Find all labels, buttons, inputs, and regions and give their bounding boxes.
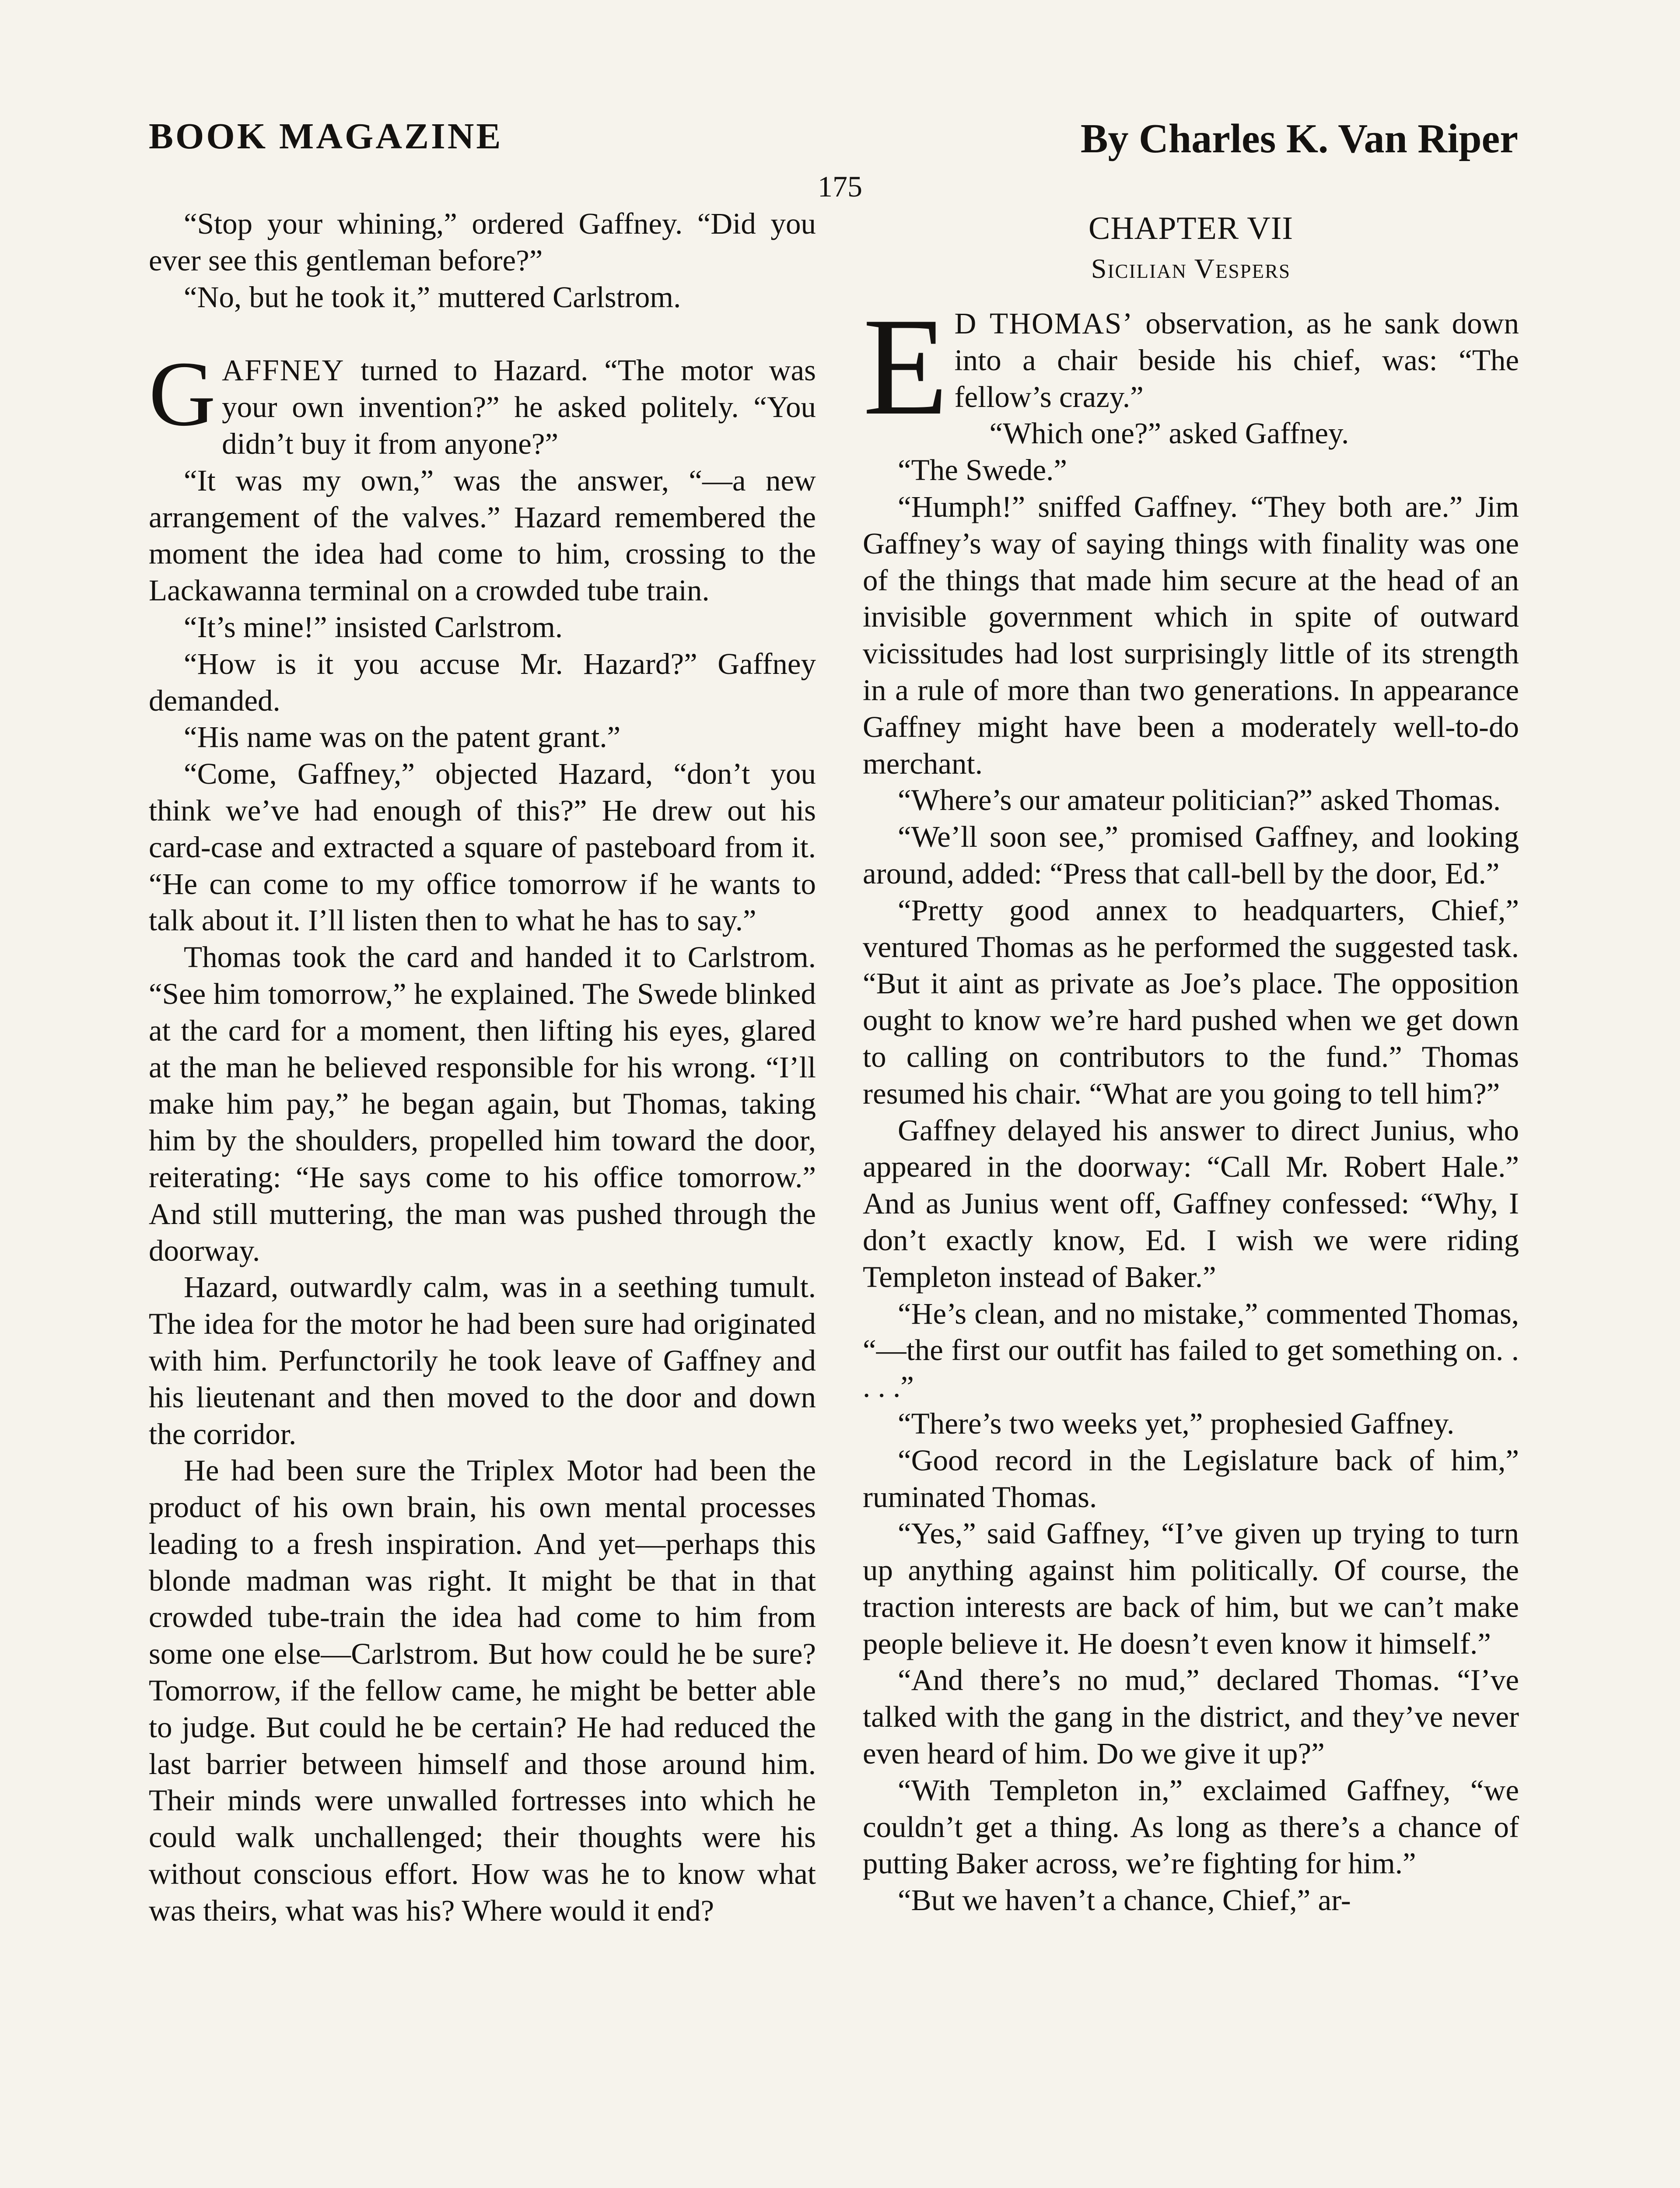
drop-cap: E — [863, 289, 948, 444]
paragraph: “With Templeton in,” exclaimed Gaffney, “we couldn’t get a thing. As long as there’s a chance of putting Baker across, we’re fighting for him.” — [863, 1773, 1519, 1880]
paragraph: He had been sure the Triplex Motor had been the product of his own brain, his own mental processes leading to a fresh inspiration. And yet—perhaps this blonde madman was right. It might be that in that crowded tube-train the idea had come to him from some one else—Carlstrom. But how could he be sure? Tomorrow, if the fellow came, he might be better able to judge. But could he be certain? He had reduced the last barrier between himself and those around him. Their minds were unwalled fortresses into which he could walk unchallenged; their thoughts were his without conscious effort. How was he to know what was theirs, what was his? Where would it end? — [149, 1454, 816, 1927]
paragraph: Thomas took the card and handed it to Carlstrom. “See him tomorrow,” he explained. The Swede blinked at the card for a moment, then lifting his eyes, glared at the man he believed responsible for his wrong. “I’ll make him pay,” he began again, but Thomas, taking him by the shoulders, propelled him toward the door, reiterating: “He says come to his office tomorrow.” And still muttering, the man was pushed through the doorway. — [149, 940, 816, 1267]
paragraph: “No, but he took it,” muttered Carlstrom. — [184, 280, 681, 314]
paragraph: “He’s clean, and no mistake,” commented Thomas, “—the first our outfit has failed to get something on. . . . .” — [863, 1297, 1519, 1404]
small-caps-lead: AFFNEY — [222, 354, 345, 387]
paragraph: “Good record in the Legislature back of him,” ruminated Thomas. — [863, 1443, 1519, 1514]
chapter-title: CHAPTER VII — [1088, 210, 1294, 246]
paragraph: “There’s two weeks yet,” prophesied Gaffney. — [898, 1406, 1455, 1440]
paragraph: Hazard, outwardly calm, was in a seething tumult. The idea for the motor he had been sure had originated with him. Perfunctorily he took leave of Gaffney and his lieutenant and then moved to the door and down the corridor. — [149, 1270, 816, 1451]
paragraph: “Where’s our amateur politician?” asked Thomas. — [898, 783, 1501, 817]
paragraph-text: turned to Hazard. “The motor was your own invention?” he asked politely. “You didn’t buy it from anyone?” — [222, 354, 816, 460]
paragraph: “The Swede.” — [898, 453, 1067, 487]
paragraph: “Stop your whining,” ordered Gaffney. “Did you ever see this gentleman before?” — [149, 207, 816, 277]
paragraph-dropcap — [149, 342, 816, 462]
paragraph: “His name was on the patent grant.” — [184, 720, 621, 754]
left-column — [149, 206, 816, 1929]
paragraph: “It’s mine!” insisted Carlstrom. — [184, 610, 563, 644]
paragraph-text: observation, as he sank down into a chair beside his chief, was: “The fellow’s crazy.” — [954, 307, 1519, 414]
right-column — [863, 206, 1519, 1919]
paragraph: “But we haven’t a chance, Chief,” ar- — [898, 1883, 1351, 1917]
byline: By Charles K. Van Riper — [1080, 116, 1518, 161]
paragraph: “Come, Gaffney,” objected Hazard, “don’t you think we’ve had enough of this?” He drew out his card-case and extracted a square of pasteboard from it. “He can come to my office tomorrow if he wants to talk about it. I’ll listen then to what he has to say.” — [149, 757, 816, 937]
paragraph: Gaffney delayed his answer to direct Junius, who appeared in the doorway: “Call Mr. Robert Hale.” And as Junius went off, Gaffney confessed: “Why, I don’t exactly know, Ed. I wish we were riding Templeton instead of Baker.” — [863, 1113, 1519, 1294]
paragraph: “Humph!” sniffed Gaffney. “They both are.” Jim Gaffney’s way of saying things with finality was one of the things that made him secure at the head of an invisible government which in spite of outward vicissitudes had lost surprisingly little of its strength in a rule of more than two generations. In appearance Gaffney might have been a moderately well-to-do merchant. — [863, 490, 1519, 780]
page-number: 175 — [818, 170, 862, 203]
paragraph: “And there’s no mud,” declared Thomas. “I’ve talked with the gang in the district, and they’ve never even heard of him. Do we give it up?” — [863, 1663, 1519, 1771]
magazine-name: BOOK MAGAZINE — [149, 116, 503, 157]
paragraph: “We’ll soon see,” promised Gaffney, and looking around, added: “Press that call-bell by the door, Ed.” — [863, 820, 1519, 890]
paragraph: “How is it you accuse Mr. Hazard?” Gaffney demanded. — [149, 647, 816, 717]
chapter-subtitle: Sicilian Vespers — [1091, 253, 1291, 284]
small-caps-lead: D THOMAS’ — [954, 307, 1134, 340]
drop-cap: G — [149, 342, 216, 445]
paragraph: “It was my own,” was the answer, “—a new arrangement of the valves.” Hazard remembered the moment the idea had come to him, crossing to the Lackawanna terminal on a crowded tube train. — [149, 463, 816, 607]
paragraph: “Which one?” asked Gaffney. — [989, 417, 1349, 450]
paragraph: “Pretty good annex to headquarters, Chief,” ventured Thomas as he performed the suggested task. “But it aint as private as Joe’s place. The opposition ought to know we’re hard pushed when we get down to calling on contributors to the fund.” Thomas resumed his chair. “What are you going to tell him?” — [863, 893, 1519, 1110]
paragraph: “Yes,” said Gaffney, “I’ve given up trying to turn up anything against him politically. Of course, the traction interests are back of him, but we can’t make people believe it. He doesn’t even know it himself.” — [863, 1517, 1519, 1660]
